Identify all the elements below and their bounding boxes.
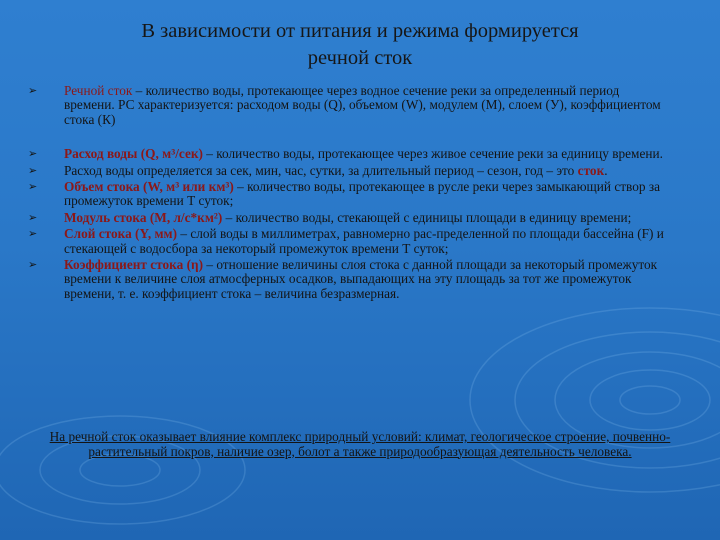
arrow-bullet-icon: ➢	[28, 180, 38, 194]
term-river-runoff: Речной сток	[64, 83, 133, 98]
bullet-item-volume	[28, 180, 668, 209]
term-modulus: Модуль стока (М, л/с*км²)	[64, 209, 223, 225]
bullet-item-discharge	[28, 147, 668, 161]
bullet-item-discharge-period	[28, 164, 668, 178]
bullet-list	[28, 84, 668, 301]
definition-modulus: – количество воды, стекающей с единицы площади в единицу времени;	[222, 209, 632, 225]
arrow-bullet-icon: ➢	[28, 163, 38, 177]
discharge-period-end: .	[604, 162, 608, 178]
arrow-bullet-icon: ➢	[28, 84, 38, 97]
discharge-period-text: Расход воды определяется за сек, мин, час, сутки, за длительный период – сезон, год – это	[64, 162, 578, 178]
definition-discharge: – количество воды, протекающее через живое сечение реки за единицу времени.	[202, 146, 663, 162]
arrow-bullet-icon: ➢	[28, 227, 38, 241]
bullet-item-modulus	[28, 211, 668, 225]
definition-river-runoff: – количество воды, протекающее через водное сечение реки за определенный период времени. РС характеризуется: расходом воды (Q), объемом (W), модулем (М), слоем (У), коэффициентом стока (К)	[64, 83, 661, 127]
definition-layer: – слой воды в миллиметрах, равномерно рас-пределенной по площади бассейна (F) и стекающей с водосбора за некоторый промежуток времени Т суток;	[64, 226, 664, 256]
bullet-item-layer	[28, 227, 668, 256]
term-discharge: Расход воды (Q, м³/сек)	[64, 146, 203, 162]
title-line-1: В зависимости от питания и режима формируется	[141, 20, 579, 42]
footer-note: На речной сток оказывает влияние комплекс природный условий: климат, геологическое строение, почвенно-растительный покров, наличие озер, болот а также природообразующая деятельность человека.	[49, 429, 671, 459]
term-coefficient: Коэффициент стока (η)	[64, 257, 204, 273]
bullet-item-river-runoff	[28, 84, 668, 127]
arrow-bullet-icon: ➢	[28, 147, 38, 161]
title-line-2: речной сток	[307, 47, 413, 69]
slide-title	[60, 18, 660, 72]
arrow-bullet-icon: ➢	[28, 210, 38, 224]
definition-coefficient: – отношение величины слоя стока с данной площади за некоторый промежуток времени к величине слоя атмосферных осадков, выпадающих на эту площадь за тот же промежуток времени, т. е. коэффициент стока – величина безразмерная.	[64, 257, 658, 301]
arrow-bullet-icon: ➢	[28, 258, 38, 272]
term-layer: Слой стока (Y, мм)	[64, 226, 178, 242]
definition-volume: – количество воды, протекающее в русле реки через замыкающий створ за промежуток времени Т суток;	[64, 179, 660, 209]
bullet-item-coefficient	[28, 258, 668, 301]
term-volume: Объем стока (W, м³ или км³)	[64, 179, 234, 195]
term-runoff: сток	[577, 162, 605, 178]
